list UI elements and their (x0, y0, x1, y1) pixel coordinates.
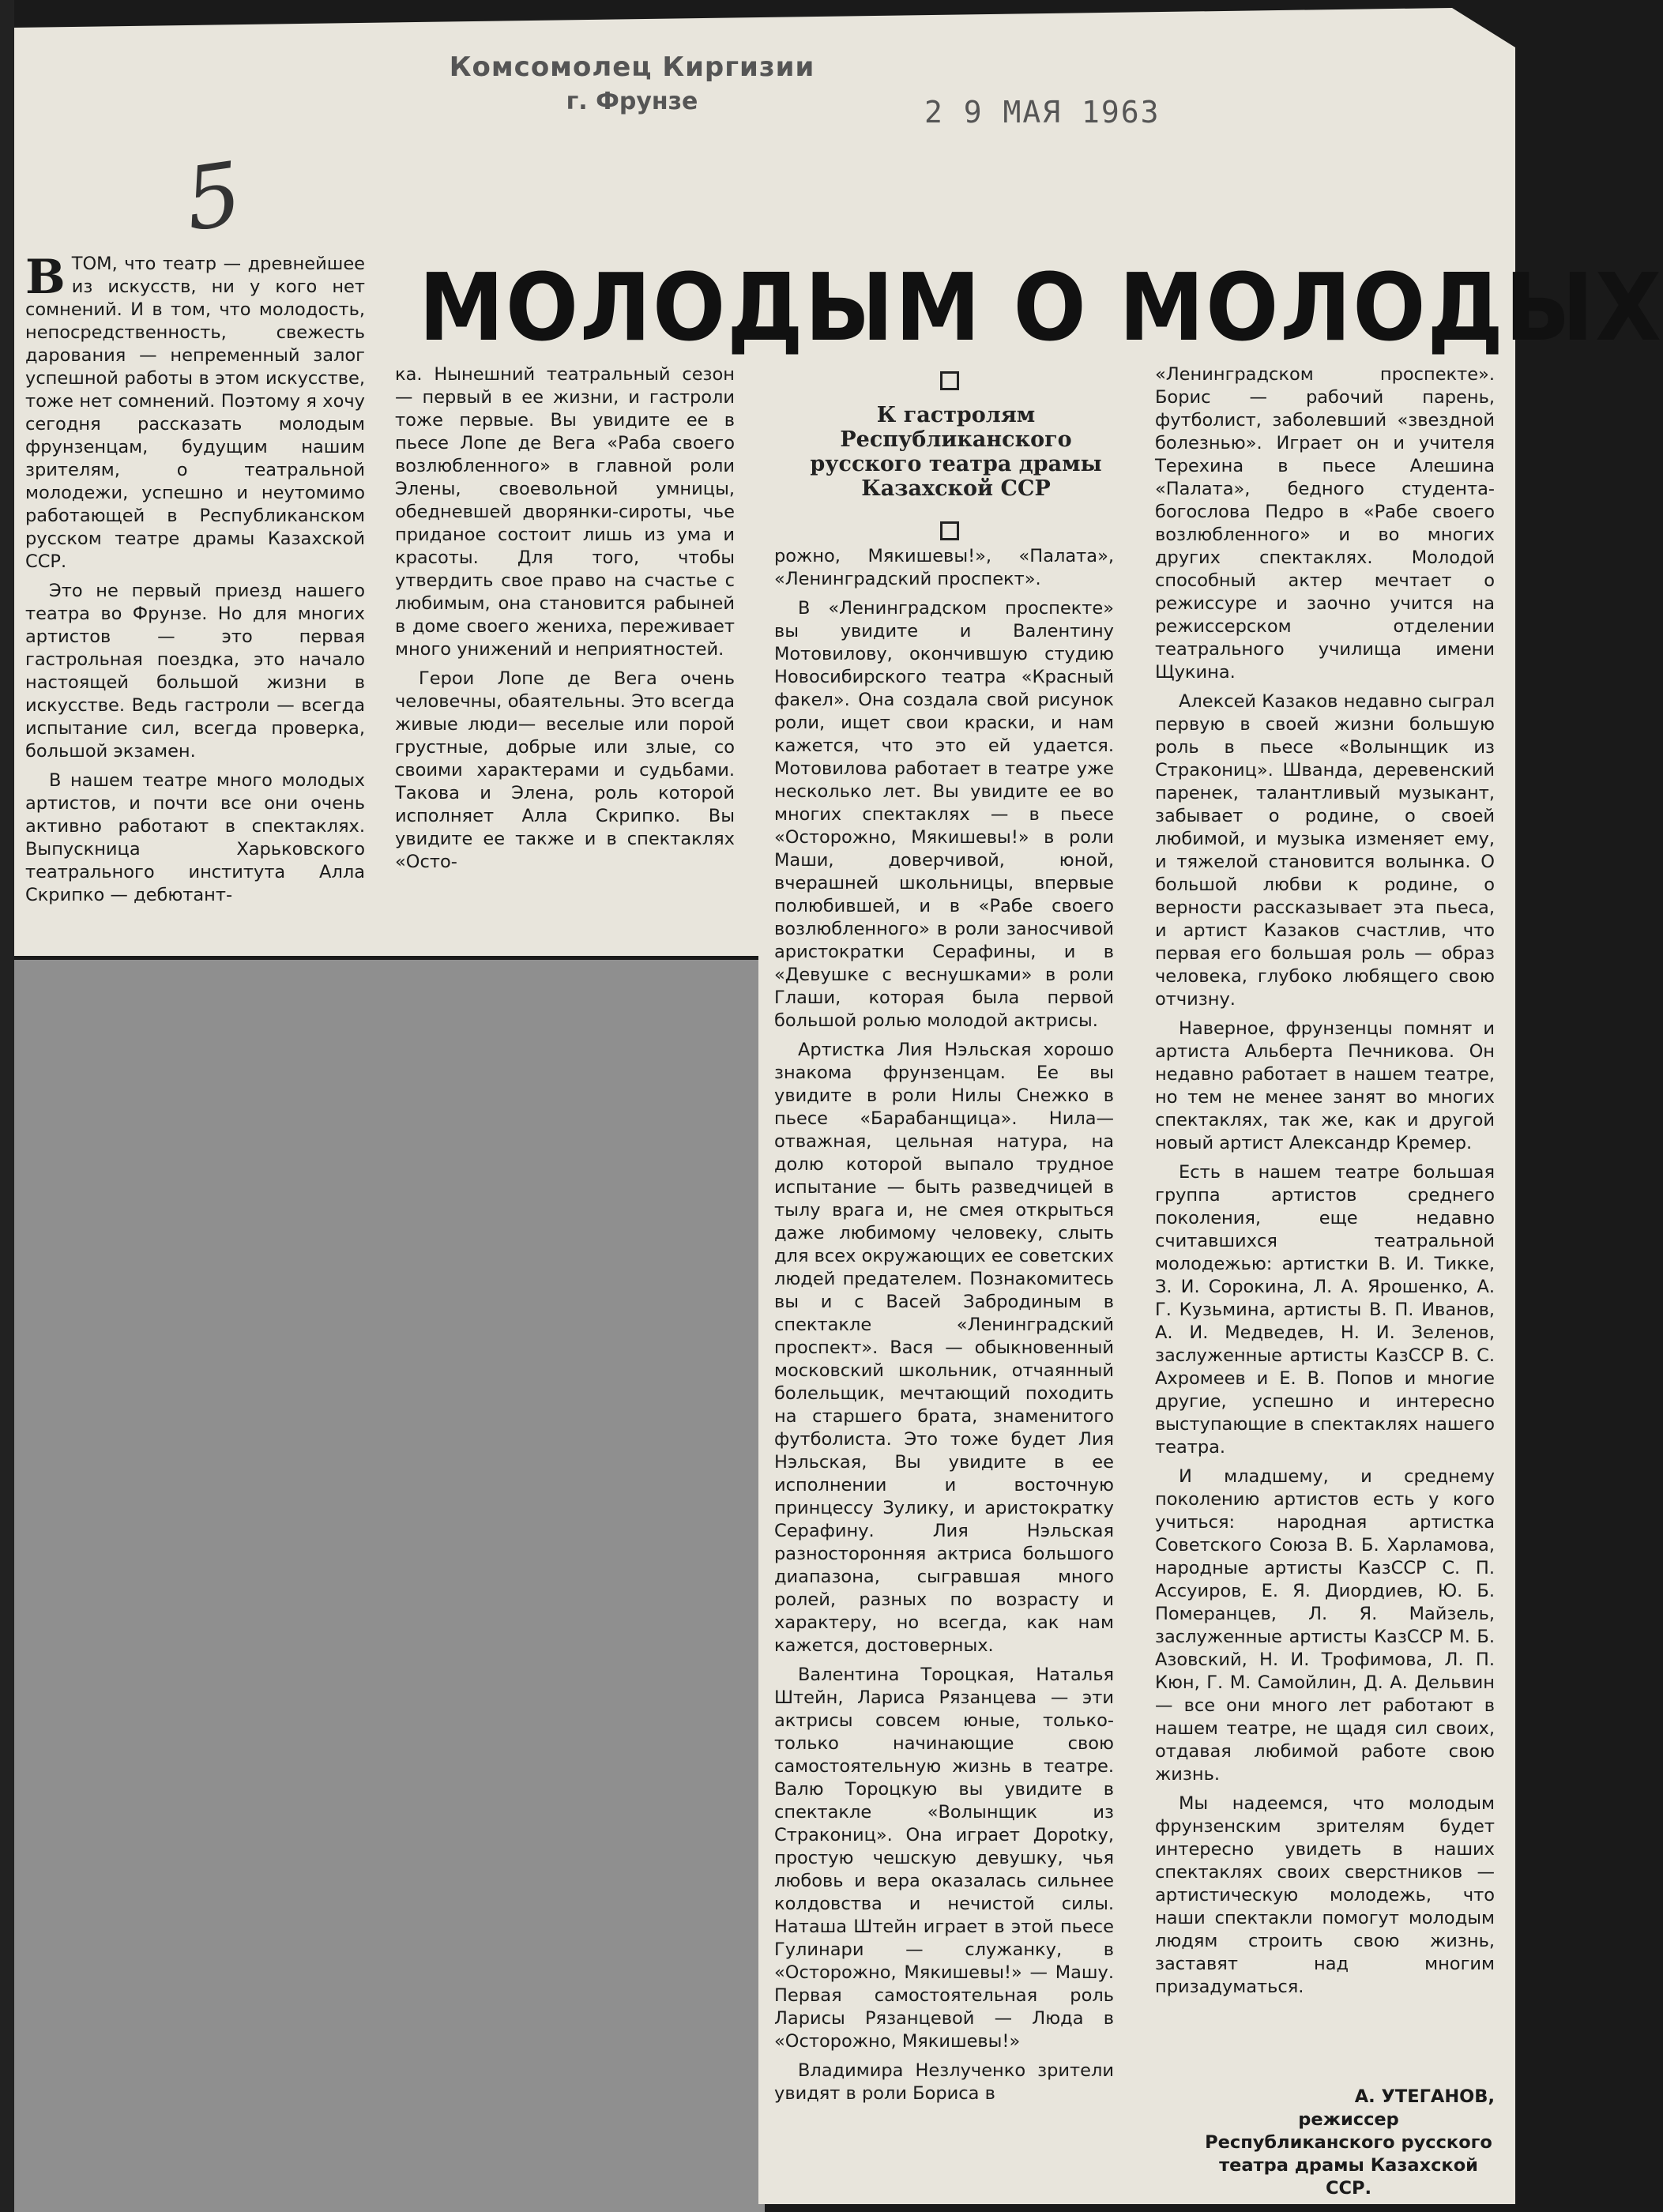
article-title: МОЛОДЫМ О МОЛОДЫХ (419, 253, 1663, 362)
article-column-4 (1155, 363, 1495, 2165)
article-column-2 (395, 363, 735, 964)
paragraph: «Ленинградском проспекте». Борис — рабочий парень, футболист, заболевший «звездной болезнью». Играет он и учителя Терехина в пьесе Алешина «Палата», бедного студента-богослова Педро в «Рабе своего возлюбленного» и во многих других спектаклях. Молодой способный актер мечтает о режиссуре и заочно учится на режиссерском отделении театрального училища имени Щукина. (1155, 364, 1495, 683)
paragraph: В «Ленинградском проспекте» вы увидите и Валентину Мотовилову, окончившую студию Новосибирского театра «Красный факел». Она создала свой рисунок роли, ищет свои краски, и нам кажется, что это ей удается. Мотовилова работает в театре уже несколько лет. Вы увидите ее во многих спектаклях — в пьесе «Осторожно, Мякишевы!» в роли Маши, доверчивой, юной, вчерашней школьницы, впервые полюбившей, и в «Рабе своего возлюбленного» в роли заносчивой аристократки Серафины, и в «Девушке с веснушками» в роли Глаши, которая была первой большой ролью молодой актрисы. (774, 598, 1114, 1031)
paragraph: И младшему, и среднему поколению артистов есть у кого учиться: народная артистка Советского Союза В. Б. Харламова, народные артисты КазССР С. П. Ассуиров, Е. Я. Диордиев, Ю. Б. Померанцев, Л. Я. Майзель, заслуженные артисты КазССР М. Б. Азовский, Н. И. Трофимова, Л. П. Кюн, Г. М. Самойлин, Д. А. Дельвин — все они много лет работают в нашем театре, не щадя сил своих, отдавая любимой работе свою жизнь. (1155, 1466, 1495, 1785)
square-bullet-icon (940, 521, 959, 540)
paragraph: Мы надеемся, что молодым фрунзенским зрителям будет интересно увидеть в наших спектаклях своих сверстников — артистическую молодежь, что наши спектакли помогут молодым людям строить свою жизнь, заставят над многим призадуматься. (1155, 1793, 1495, 1997)
source-stamp (427, 51, 837, 115)
author-name: А. УТЕГАНОВ, (1354, 2086, 1495, 2107)
article-signature (1155, 2086, 1495, 2200)
date-stamp: 2 9 МАЯ 1963 (924, 95, 1161, 130)
paragraph: Артистка Лия Нэльская хорошо знакома фрунзенцам. Ее вы увидите в роли Нилы Снежко в пьесе «Барабанщица». Нила— отважная, цельная натура, на долю которой выпало трудное испытание — быть разведчицей в тылу врага и, не смея открыться даже любимому человеку, слыть для всех окружающих ее советских людей предателем. Познакомитесь вы и с Васей Забродиным в спектакле «Ленинградский проспект». Вася — обыкновенный московский школьник, отчаянный болельщик, мечтающий походить на старшего брата, знаменитого футболиста. Это тоже будет Лия Нэльская, Вы увидите в ее исполнении и восточную принцессу Зулику, и аристократку Серафину. Лия Нэльская разносторонняя актриса большого диапазона, сыгравшая много ролей, разных по возрасту и характеру, но всегда, как нам кажется, достоверных. (774, 1040, 1114, 1656)
paragraph: Герои Лопе де Вега очень человечны, обаятельны. Это всегда живые люди— веселые или порой грустные, добрые или злые, со своими характерами и судьбами. Такова и Элена, роль которой исполняет Алла Скрипко. Вы увидите ее также и в спектаклях «Осто- (395, 668, 735, 872)
author-role: режиссер Республиканского русского театра драмы Казахской ССР. (1205, 2109, 1492, 2199)
scan-background (14, 960, 765, 2212)
paragraph: ка. Нынешний театральный сезон — первый в ее жизни, и гастроли тоже первые. Вы увидите ее в пьесе Лопе де Вега «Раба своего возлюбленного» в главной роли Элены, своевольной умницы, обедневшей дворянки-сироты, чье приданое состоит лишь из ума и красоты. Для того, чтобы утвердить свое право на счастье с любимым, она становится рабыней в доме своего жениха, переживает много унижений и неприятностей. (395, 364, 735, 660)
article-column-3 (774, 545, 1114, 2188)
article-subtitle: К гастролям Республиканского русского театра драмы Казахской ССР (810, 403, 1102, 501)
paragraph: Это не первый приезд нашего театра во Фрунзе. Но для многих артистов — это первая гастрольная поездка, это начало настоящей большой жизни в искусстве. Ведь гастроли — всегда испытание сил, всегда проверка, большой экзамен. (25, 581, 365, 762)
newspaper-city: г. Фрунзе (566, 88, 698, 115)
paragraph-text: ТОМ, что театр — древнейшее из искусств, ни у кого нет сомнений. И в том, что молодость, непосредственность, свежесть дарования — непременный залог успешной работы в этом искусстве, тоже нет сомнений. Поэтому я хочу сегодня рассказать молодым фрунзенцам, будущим нашим зрителям, о театральной молодежи, успешно и неутомимо работающей в Республиканском русском театре драмы Казахской ССР. (25, 254, 365, 572)
square-bullet-icon (940, 371, 959, 390)
paragraph: Есть в нашем театре большая группа артистов среднего поколения, еще недавно считавшихся театральной молодежью: артистки В. И. Тикке, З. И. Сорокина, Л. А. Ярошенко, А. Г. Кузьмина, артисты В. П. Иванов, А. И. Медведев, Н. И. Зеленов, заслуженные артисты КазССР В. С. Ахромеев и Е. В. Попов и многие другие, успешно и интересно выступающие в спектаклях нашего театра. (1155, 1162, 1495, 1458)
paragraph: Алексей Казаков недавно сыграл первую в своей жизни большую роль в пьесе «Волынщик из Стракониц». Шванда, деревенский паренек, талантливый музыкант, забывает о родине, о своей любимой, и музыка изменяет ему, и тяжелой становится волынка. О большой любви к родине, о верности рассказывает эта пьеса, и артист Казаков счастлив, что первая его большая роль — образ человека, глубоко любящего свою отчизну. (1155, 691, 1495, 1010)
drop-cap: В (25, 250, 66, 305)
paragraph (25, 250, 365, 574)
handwritten-mark: 5 (179, 142, 248, 251)
paragraph: Владимира Незлученко зрители увидят в роли Бориса в (774, 2060, 1114, 2104)
paragraph: Наверное, фрунзенцы помнят и артиста Альберта Печникова. Он недавно работает в нашем театре, но тем не менее занят во многих спектаклях, так же, как и другой новый артист Александр Кремер. (1155, 1018, 1495, 1153)
paragraph: рожно, Мякишевы!», «Палата», «Ленинградский проспект». (774, 546, 1114, 589)
article-column-1 (25, 250, 365, 964)
scan-left-edge (0, 0, 14, 2212)
paragraph: В нашем театре много молодых артистов, и почти все они очень активно работают в спектаклях. Выпускница Харьковского театрального института Алла Скрипко — дебютант- (25, 770, 365, 905)
paragraph: Валентина Тороцкая, Наталья Штейн, Лариса Рязанцева — эти актрисы совсем юные, только-только начинающие свою самостоятельную жизнь в театре. Валю Тороцкую вы увидите в спектакле «Волынщик из Стракониц». Она играет Дорotку, простую чешскую девушку, чья любовь и вера оказалась сильнее колдовства и нечистой силы. Наташа Штейн играет в этой пьесе Гулинари — служанку, в «Осторожно, Мякишевы!» — Машу. Первая самостоятельная роль Ларисы Рязанцевой — Люда в «Осторожно, Мякишевы!» (774, 1665, 1114, 2052)
newspaper-name: Комсомолец Киргизии (449, 51, 815, 83)
